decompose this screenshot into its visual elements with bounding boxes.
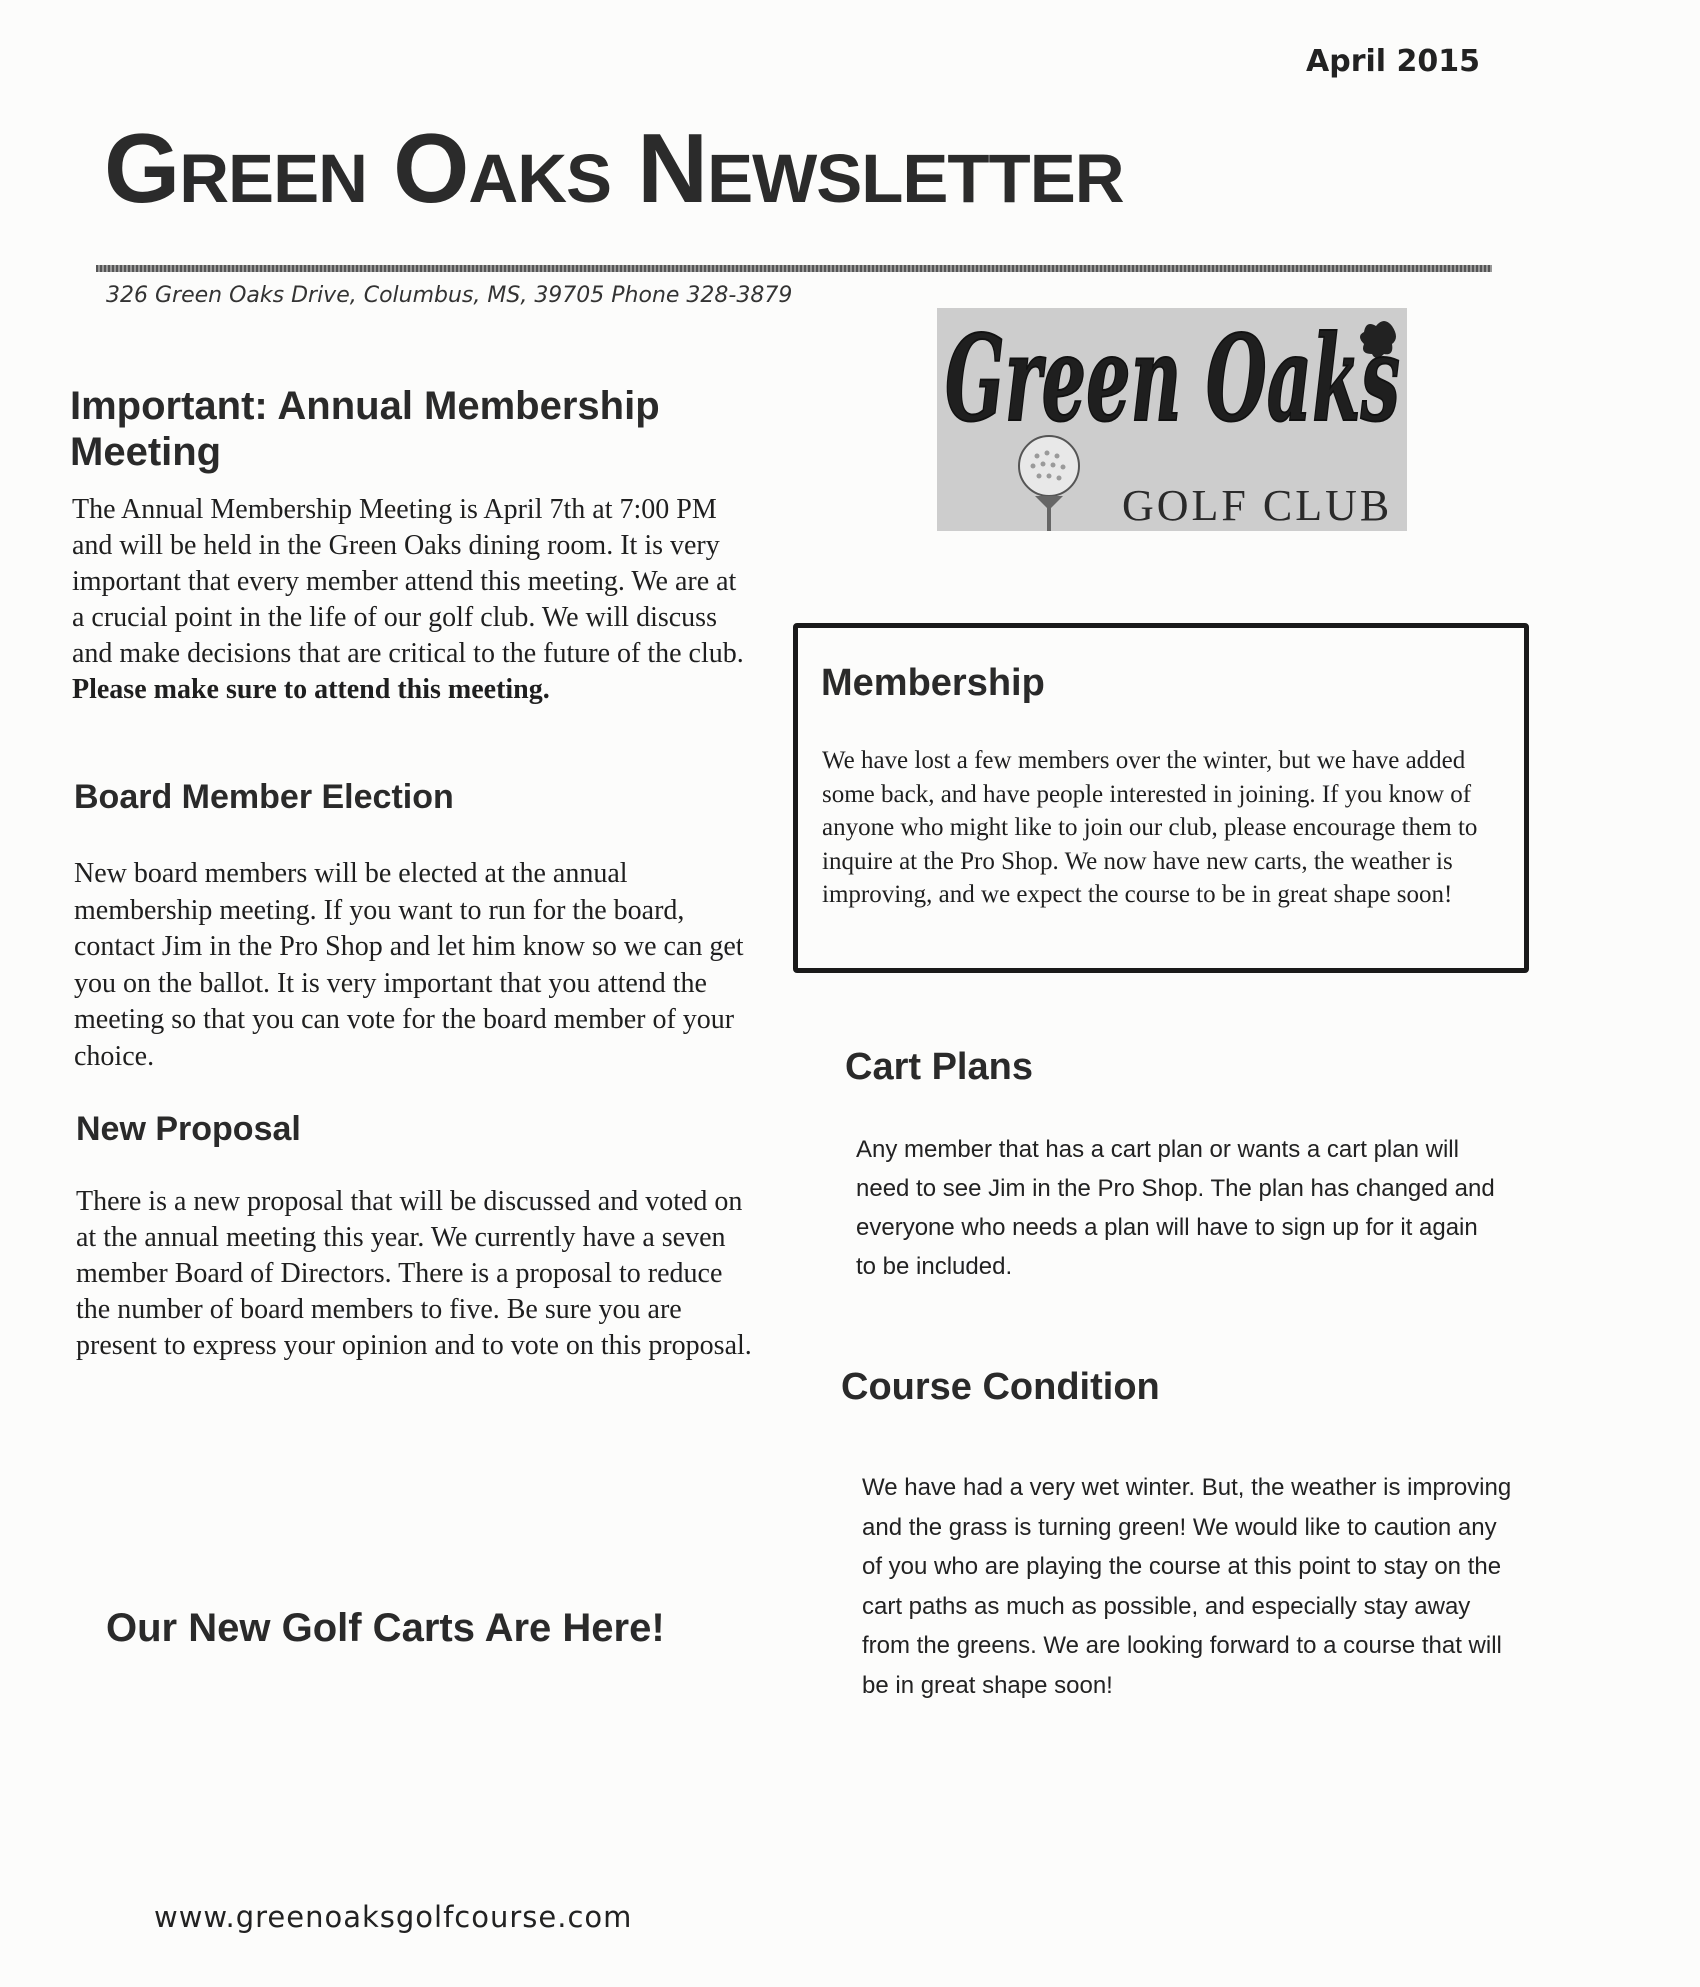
issue-date: April 2015 [1306, 44, 1480, 79]
membership-heading: Membership [821, 662, 1045, 704]
newsletter-title: Green Oaks Newsletter [104, 113, 1124, 223]
meeting-heading: Important: Annual Membership Meeting [70, 384, 660, 474]
proposal-body: There is a new proposal that will be discussed and voted on at the annual meeting this year. We currently have a seven member Board of Directors. There is a proposal to reduce the number of board members to five. Be sure you are present to express your opinion and to vote on this proposal. [76, 1186, 752, 1361]
meeting-emphasis: Please make sure to attend this meeting. [72, 674, 550, 705]
election-body: New board members will be elected at the annual membership meeting. If you want to run for the board, contact Jim in the Pro Shop and let him know so we can get you on the ballot. It is very important that you attend the meeting so that you can vote for the board member of your choice. [74, 858, 744, 1072]
golf-club-logo-graphic [937, 308, 1407, 531]
club-address: 326 Green Oaks Drive, Columbus, MS, 39705 Phone 328-3879 [106, 283, 793, 308]
header-divider [96, 265, 1492, 272]
carts-banner-heading: Our New Golf Carts Are Here! [106, 1606, 665, 1650]
website-url: www.greenoaksgolfcourse.com [154, 1900, 633, 1934]
logo-subtitle: GOLF CLUB [1122, 481, 1393, 530]
cart-plans-heading: Cart Plans [845, 1046, 1033, 1088]
proposal-heading: New Proposal [76, 1110, 301, 1148]
election-heading: Board Member Election [74, 778, 454, 816]
club-logo [937, 308, 1407, 531]
meeting-body-text: The Annual Membership Meeting is April 7th at 7:00 PM and will be held in the Green Oaks dining room. It is very important that every member attend this meeting. We are at a crucial point in the life of our golf club. We will discuss and make decisions that are critical to the future of the club. [72, 494, 744, 669]
membership-body: We have lost a few members over the winter, but we have added some back, and have people interested in joining. If you know of anyone who might like to join our club, please encourage them to inquire at the Pro Shop. We now have new carts, the weather is improving, and we expect the course to be in great shape soon! [822, 747, 1478, 908]
cart-plans-body: Any member that has a cart plan or wants a cart plan will need to see Jim in the Pro Shop. The plan has changed and everyone who needs a plan will have to sign up for it again to be included. [856, 1136, 1495, 1280]
meeting-body [72, 492, 752, 708]
course-condition-heading: Course Condition [841, 1366, 1160, 1408]
course-condition-body: We have had a very wet winter. But, the weather is improving and the grass is turning green! We would like to caution any of you who are playing the course at this point to stay on the cart paths as much as possible, and especially stay away from the greens. We are looking forward to a course that will be in great shape soon! [862, 1474, 1512, 1699]
logo-script-text: Green Oaks [945, 309, 1400, 448]
